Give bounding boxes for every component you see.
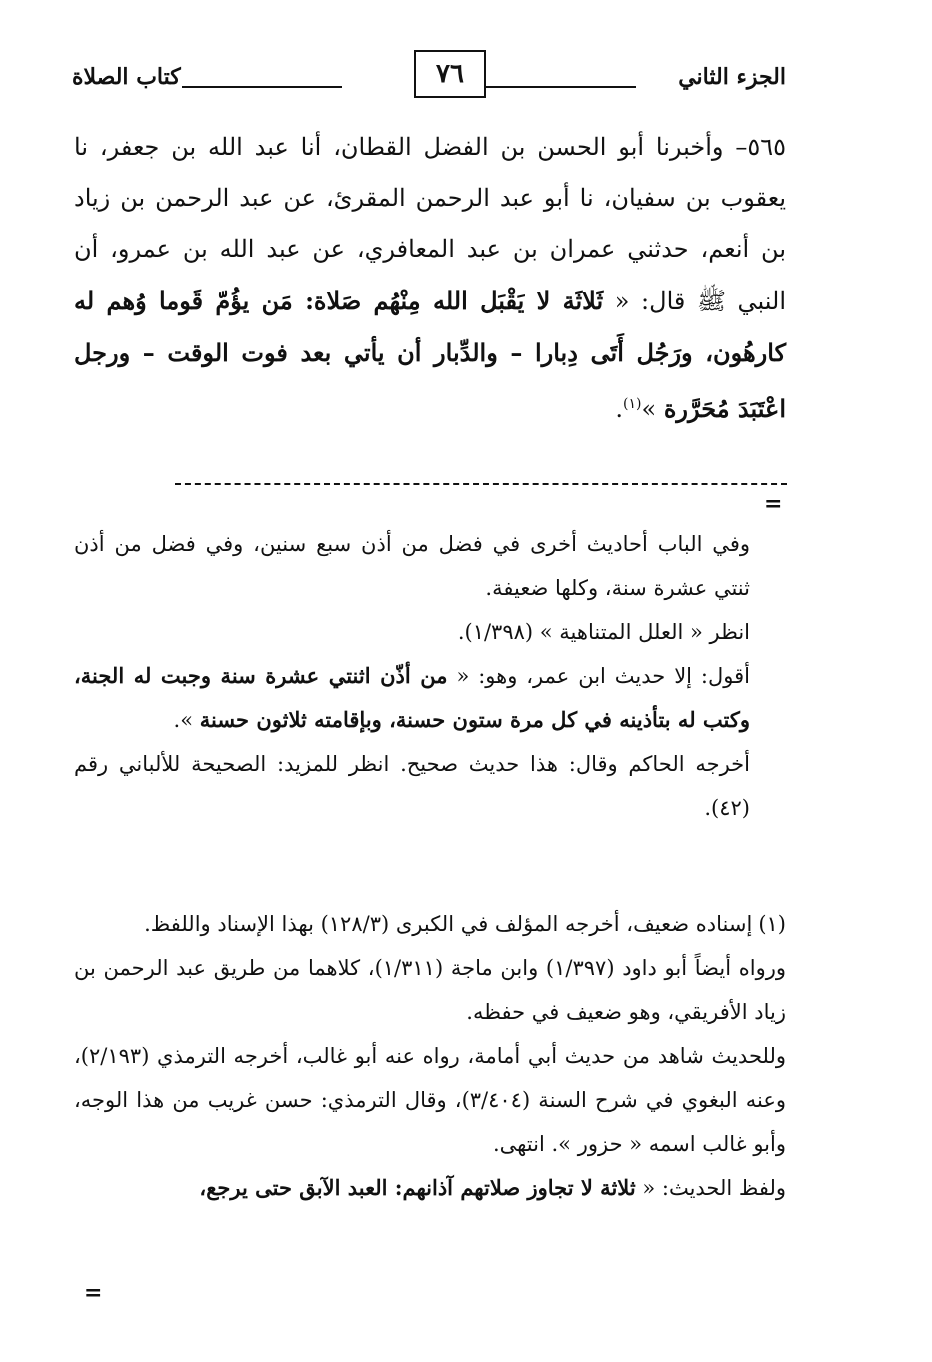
continuation-mark-top: = — [764, 491, 783, 517]
commentary-block — [74, 522, 750, 830]
running-header — [72, 50, 786, 110]
footnote-p1-text: إسناده ضعيف، أخرجه المؤلف في الكبرى (١٢٨/٣) بهذا الإسناد واللفظ. — [144, 912, 753, 936]
header-rule-left — [182, 86, 342, 88]
hadith-end: . — [615, 395, 624, 423]
header-rule-right — [486, 86, 636, 88]
commentary-p2: انظر « العلل المتناهية » (١/٣٩٨). — [457, 620, 750, 644]
hadith-block — [74, 122, 786, 435]
footnote-p1 — [74, 902, 786, 946]
commentary-p1: وفي الباب أحاديث أخرى في فضل من أذن سبع سنين، وفي فضل من أذن ثنتي عشرة سنة، وكلها ضعيفة. — [74, 532, 750, 600]
dashed-separator — [175, 483, 787, 485]
commentary-p3-intro: أقول: إلا حديث ابن عمر، وهو: « — [447, 664, 750, 688]
footnote-p2: ورواه أيضاً أبو داود (١/٣٩٧) وابن ماجة (١/٣١١)، كلاهما من طريق عبد الرحمن بن زياد الأفريقي، وهو ضعيف في حفظه. — [74, 956, 786, 1024]
footnote-p3: وللحديث شاهد من حديث أبي أمامة، رواه عنه أبو غالب، أخرجه الترمذي (٢/١٩٣)، وعنه البغوي في شرح السنة (٣/٤٠٤)، وقال الترمذي: حسن غريب من هذا الوجه، وأبو غالب اسمه « حزور ». انتهى. — [74, 1044, 786, 1156]
hadith-matn: ثَلاثَة لا يَقْبَل الله مِنْهُم صَلاة: مَن يؤُمّ قَوما وُهم له كارهُون، ورَجُل أَتَى دِبارا – والدِّبار أن يأتي بعد فوت الوقت – ورجل اعْتَبَدَ مُحَرَّرة — [74, 286, 786, 423]
footnote-number: (١) — [758, 912, 786, 936]
hadith-isnad: وأخبرنا أبو الحسن بن الفضل القطان، أنا عبد الله بن جعفر، نا يعقوب بن سفيان، نا أبو عبد الرحمن المقرئ، عن عبد الرحمن بن زياد بن أنعم، حدثني عمران بن عبد المعافري، عن عبد الله بن عمرو، أن النبي ﷺ قال: « — [74, 133, 786, 315]
commentary-p3-end: ». — [173, 708, 200, 732]
commentary-p3-quote: من أذّن اثنتي عشرة سنة وجبت له الجنة، وكتب له بتأذينه في كل مرة ستون حسنة، وبإقامته ثلاثون حسنة — [74, 663, 750, 732]
footnote-p4 — [74, 1166, 786, 1210]
hadith-close-quote: » — [641, 395, 664, 423]
hadith-number: ٥٦٥– — [723, 133, 786, 161]
footnote-p4-intro: ولفظ الحديث: « — [635, 1176, 786, 1200]
book-title: كتاب الصلاة — [72, 64, 181, 90]
continuation-mark-bottom: = — [84, 1280, 103, 1306]
footnote-p4-quote: ثلاثة لا تجاوز صلاتهم آذانهم: العبد الآبق حتى يرجع، — [199, 1175, 636, 1200]
page-number: ٧٦ — [414, 50, 486, 98]
volume-title: الجزء الثاني — [678, 64, 786, 90]
commentary-p3 — [74, 654, 750, 742]
commentary-p4: أخرجه الحاكم وقال: هذا حديث صحيح. انظر للمزيد: الصحيحة للألباني رقم (٤٢). — [74, 752, 750, 820]
footnote-block — [74, 902, 786, 1210]
footnote-reference: (١) — [623, 396, 642, 412]
hadith-paragraph — [74, 122, 786, 435]
